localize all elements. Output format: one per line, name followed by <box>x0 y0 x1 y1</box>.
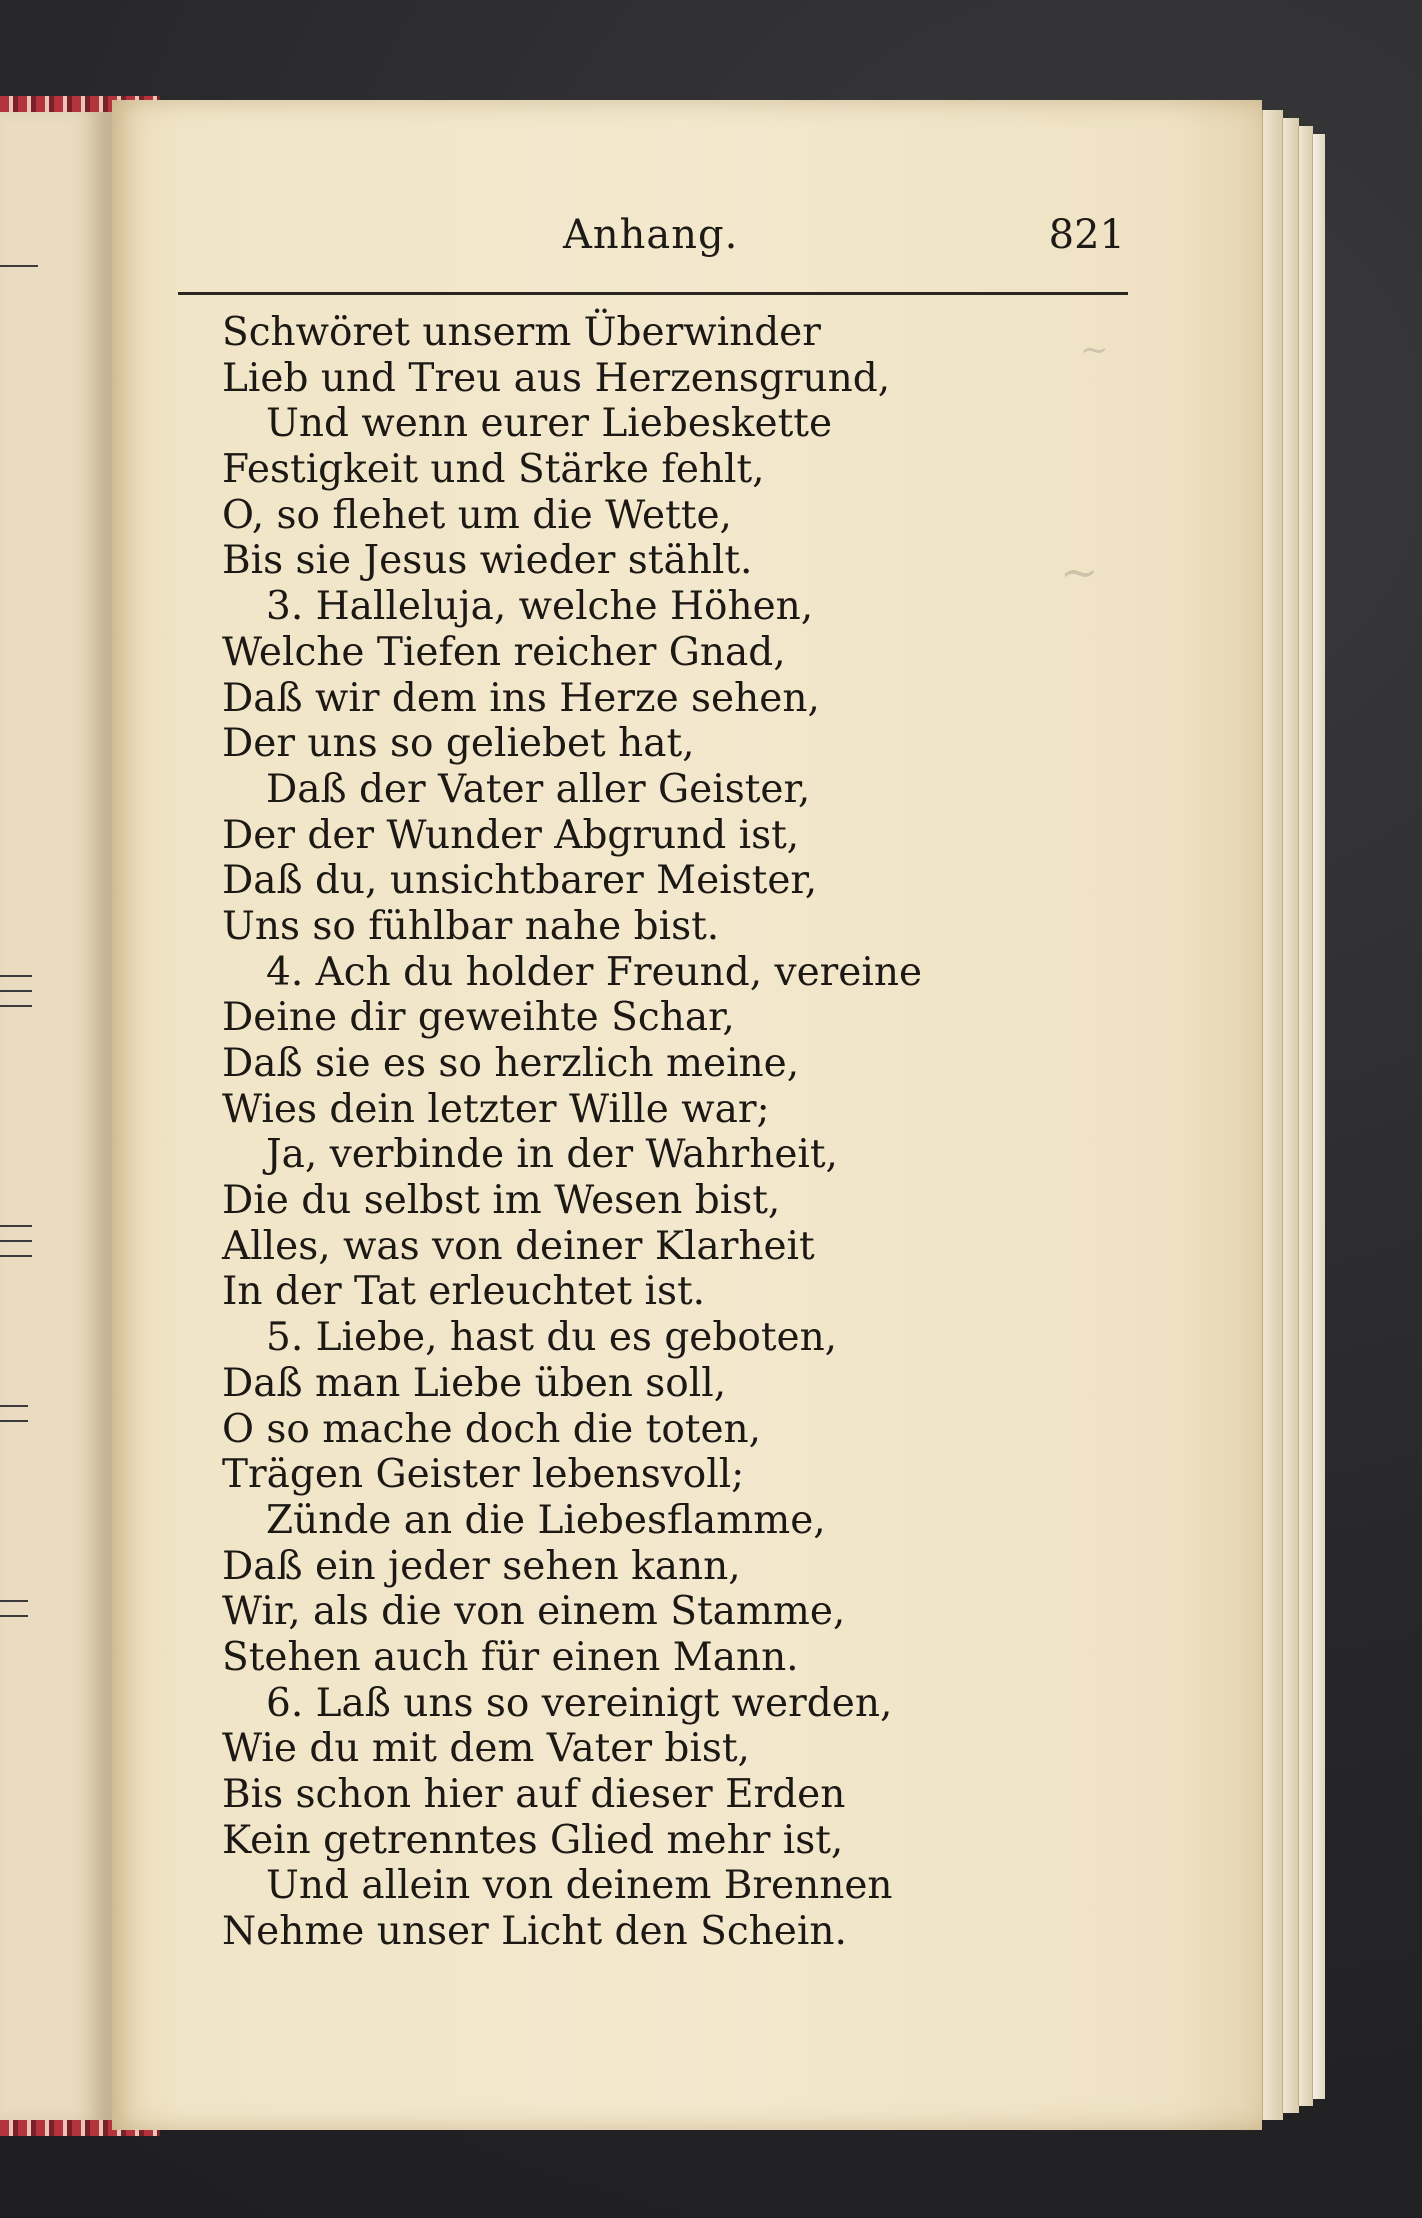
text-line: Festigkeit und Stärke fehlt, <box>222 447 765 493</box>
page-edges <box>1282 118 1299 2113</box>
text-line: In der Tat erleuchtet ist. <box>222 1269 706 1315</box>
text-line: Kein getrenntes Glied mehr ist, <box>222 1817 844 1863</box>
text-line: Wies dein letzter Wille war; <box>222 1086 770 1132</box>
text-line: Schwöret unserm Überwinder <box>222 310 821 355</box>
running-head: Anhang. <box>563 212 739 258</box>
text-line: Zünde an die Liebesflamme, <box>266 1497 826 1543</box>
page-edges <box>1262 110 1283 2120</box>
text-line: Trägen Geister lebensvoll; <box>222 1452 745 1498</box>
text-line: Und wenn eurer Liebeskette <box>266 401 833 447</box>
text-line: O so mache doch die toten, <box>222 1406 762 1452</box>
text-line: Bis sie Jesus wieder stählt. <box>222 538 753 584</box>
text-line: Welche Tiefen reicher Gnad, <box>222 629 786 675</box>
text-line: Wir, als die von einem Stamme, <box>222 1589 846 1635</box>
show-through: ~ <box>1080 330 1109 370</box>
text-line: Uns so fühlbar nahe bist. <box>222 903 720 949</box>
text-line: O, so flehet um die Wette, <box>222 492 732 538</box>
previous-page-edge <box>0 100 115 2130</box>
page-edges <box>1298 126 1313 2106</box>
show-through: ~ <box>1060 545 1099 599</box>
text-line: Ja, verbinde in der Wahrheit, <box>266 1132 838 1178</box>
text-line: Deine dir geweihte Schar, <box>222 995 735 1041</box>
text-line: Nehme unser Licht den Schein. <box>222 1909 847 1955</box>
text-line: 4. Ach du holder Freund, vereine <box>266 949 923 995</box>
text-line: Die du selbst im Wesen bist, <box>222 1178 781 1224</box>
previous-page-marks <box>0 100 112 2130</box>
text-line: Daß ein jeder sehen kann, <box>222 1543 741 1589</box>
text-line: Und allein von deinem Brennen <box>266 1863 893 1909</box>
header-rule <box>178 292 1128 295</box>
text-line: Der der Wunder Abgrund ist, <box>222 812 800 858</box>
text-line: Daß wir dem ins Herze sehen, <box>222 675 820 721</box>
text-line: Alles, was von deiner Klarheit <box>222 1223 815 1269</box>
text-line: Wie du mit dem Vater bist, <box>222 1726 750 1772</box>
text-line: Daß sie es so herzlich meine, <box>222 1041 800 1086</box>
text-line: Der uns so geliebet hat, <box>222 721 695 767</box>
text-line: Lieb und Treu aus Herzensgrund, <box>222 355 891 401</box>
text-line: Daß du, unsichtbarer Meister, <box>222 858 818 904</box>
text-line: Stehen auch für einen Mann. <box>222 1634 799 1680</box>
hymn-text <box>222 310 1022 1955</box>
text-line: Daß man Liebe üben soll, <box>222 1360 727 1406</box>
page-number: 821 <box>1048 212 1125 258</box>
text-line: 6. Laß uns so vereinigt werden, <box>266 1680 893 1726</box>
text-line: Bis schon hier auf dieser Erden <box>222 1772 846 1817</box>
text-line: 3. Halleluja, welche Höhen, <box>266 584 814 630</box>
page-edges <box>1312 134 1325 2099</box>
text-line: 5. Liebe, hast du es geboten, <box>266 1315 838 1361</box>
page-header <box>175 212 1125 272</box>
text-line: Daß der Vater aller Geister, <box>266 766 811 812</box>
